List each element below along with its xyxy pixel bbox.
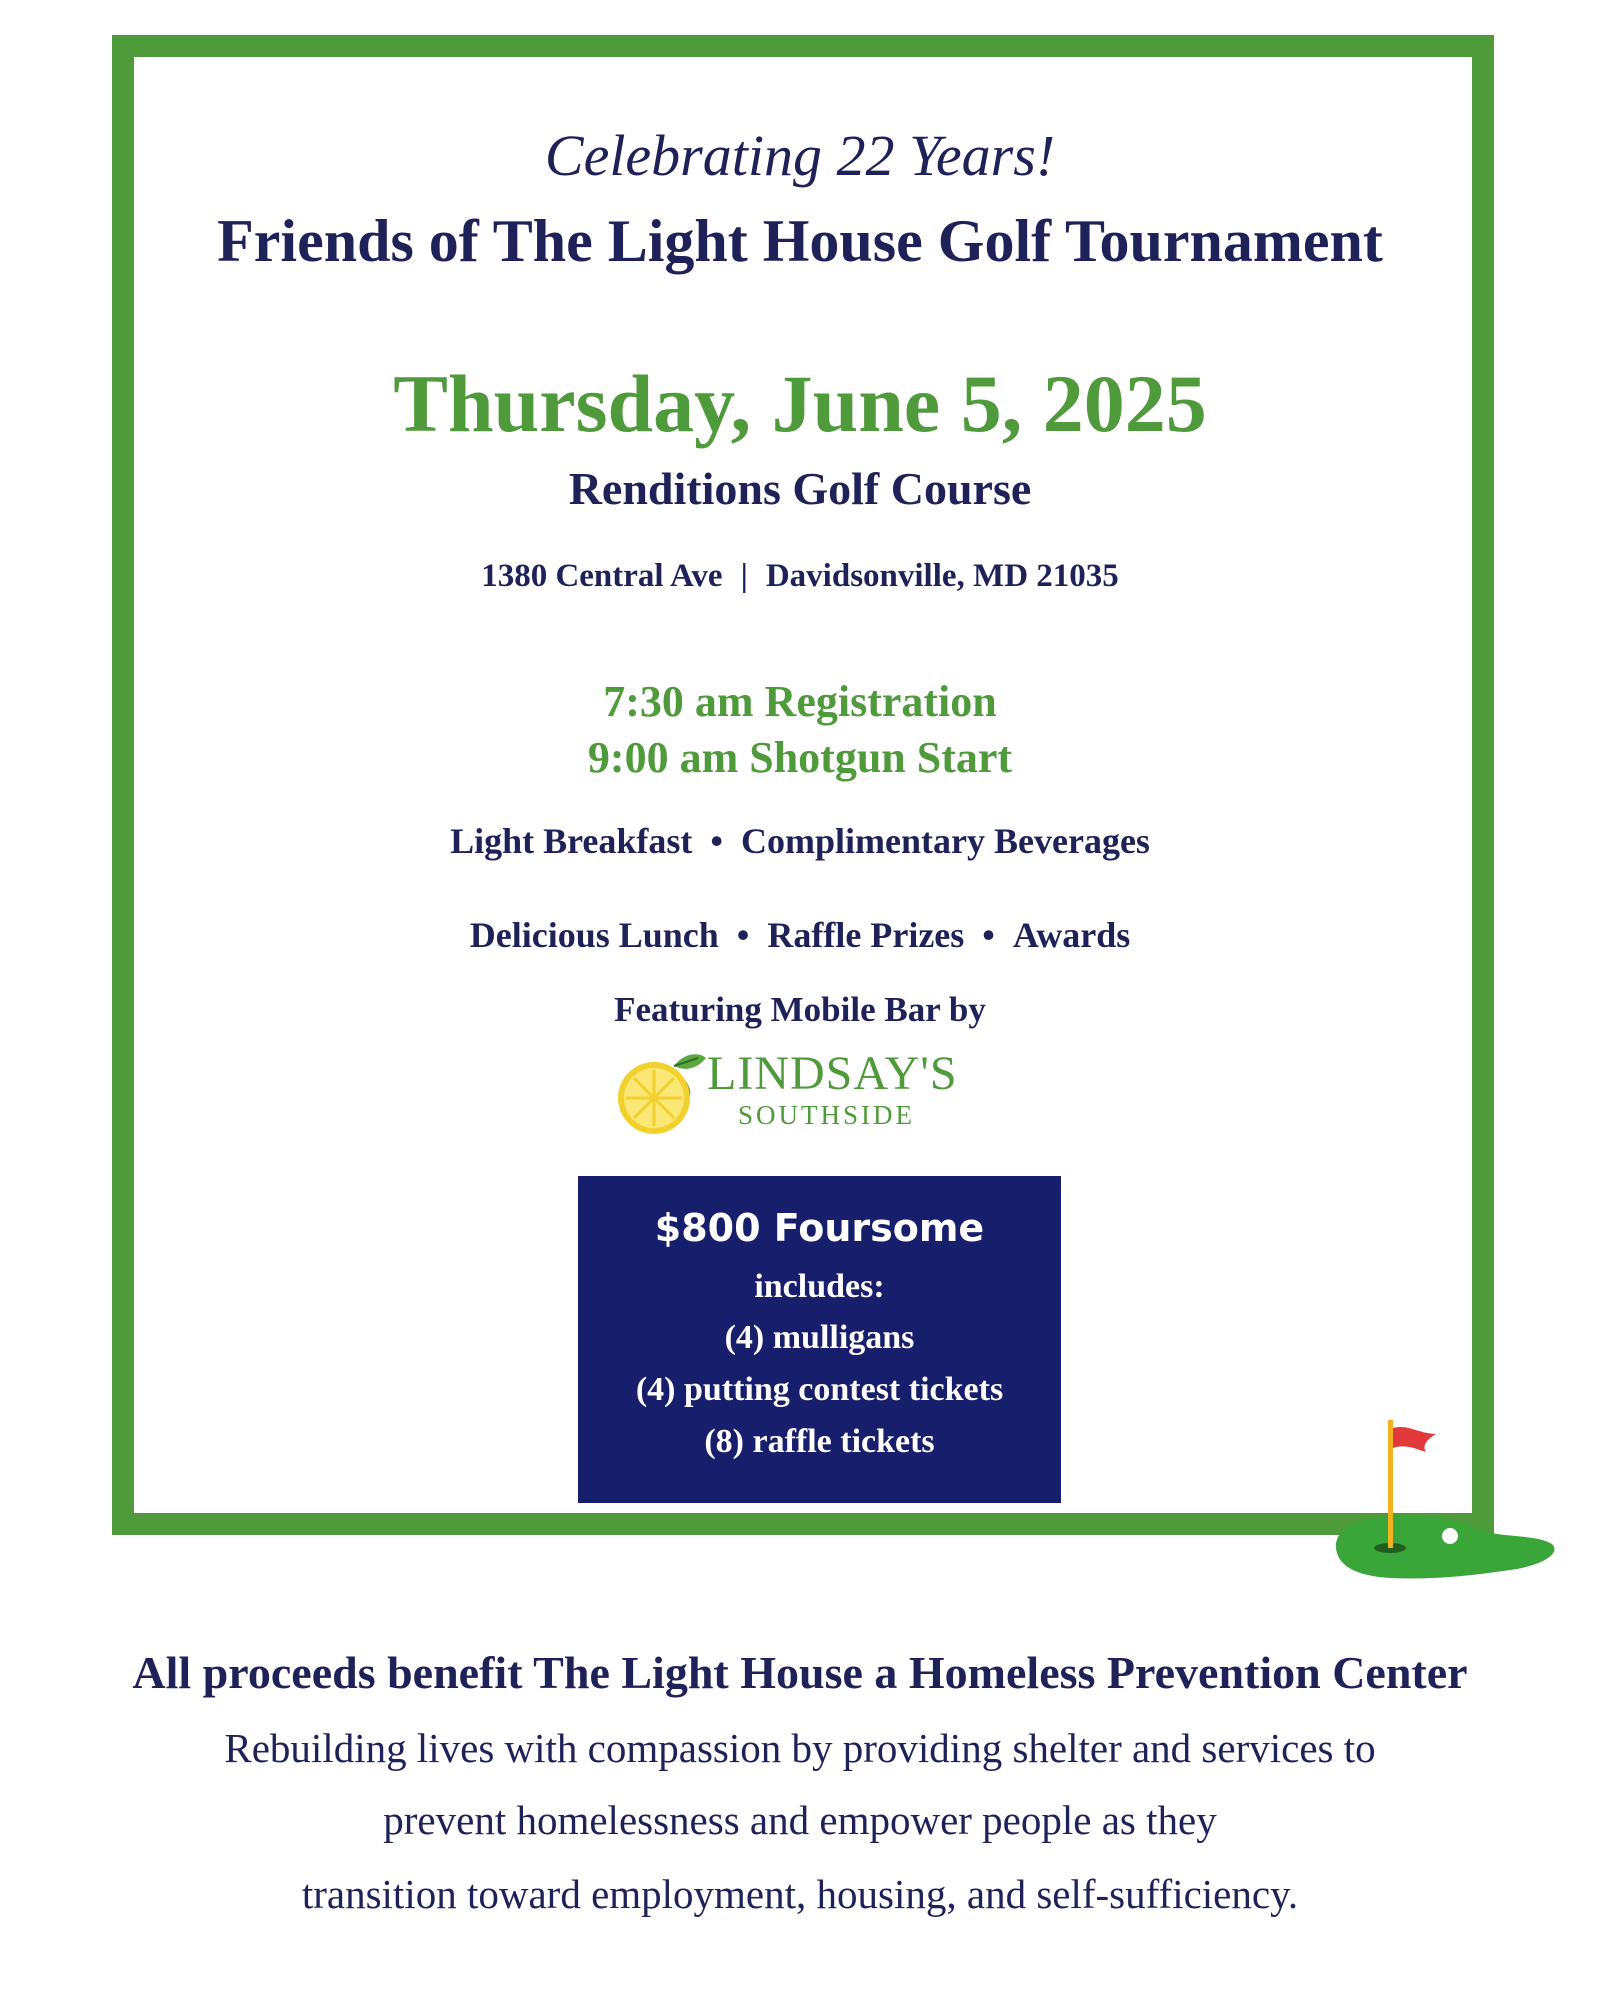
shotgun-start-time: 9:00 am Shotgun Start	[587, 733, 1013, 782]
event-title: Friends of The Light House Golf Tournament	[217, 208, 1383, 274]
proceeds-statement: All proceeds benefit The Light House a Homeless Prevention Center	[132, 1647, 1468, 1698]
address-city: Davidsonville, MD 21035	[765, 558, 1119, 594]
amenity-item: Light Breakfast	[450, 821, 693, 861]
address-separator: |	[740, 558, 748, 594]
mobile-bar-line: Featuring Mobile Bar by	[614, 990, 986, 1029]
mission-line-1: Rebuilding lives with compassion by providing shelter and services to	[224, 1725, 1376, 1771]
lemon-icon	[612, 1044, 712, 1140]
lindsays-southside-logo	[612, 1044, 992, 1140]
mission-line-3: transition toward employment, housing, and self-sufficiency.	[301, 1871, 1299, 1917]
bullet-separator: •	[736, 915, 750, 955]
includes-label: includes:	[754, 1268, 885, 1305]
event-date: Thursday, June 5, 2025	[393, 358, 1207, 449]
pricing-item: (4) mulligans	[724, 1319, 915, 1356]
mission-line-2: prevent homelessness and empower people as they	[383, 1797, 1217, 1843]
golf-green-flag-icon	[1330, 1420, 1570, 1600]
amenities-row-1	[0, 820, 1600, 862]
pricing-item: (4) putting contest tickets	[635, 1371, 1004, 1408]
amenity-item: Complimentary Beverages	[741, 821, 1150, 861]
address-street: 1380 Central Ave	[481, 558, 723, 594]
amenity-item: Awards	[1012, 915, 1131, 955]
amenity-item: Delicious Lunch	[469, 915, 719, 955]
amenities-row-2	[0, 914, 1600, 956]
venue-address	[0, 558, 1600, 595]
bullet-separator: •	[710, 821, 724, 861]
pricing-item: (8) raffle tickets	[704, 1423, 935, 1460]
registration-time: 7:30 am Registration	[603, 677, 997, 726]
pricing-box	[578, 1176, 1061, 1503]
pricing-heading: $800 Foursome	[654, 1206, 985, 1250]
anniversary-tagline: Celebrating 22 Years!	[544, 123, 1056, 188]
logo-name: LINDSAY'S	[707, 1047, 958, 1100]
venue-name: Renditions Golf Course	[568, 463, 1032, 514]
bullet-separator: •	[982, 915, 995, 955]
amenity-item: Raffle Prizes	[767, 915, 965, 955]
logo-subtitle: SOUTHSIDE	[738, 1100, 916, 1130]
